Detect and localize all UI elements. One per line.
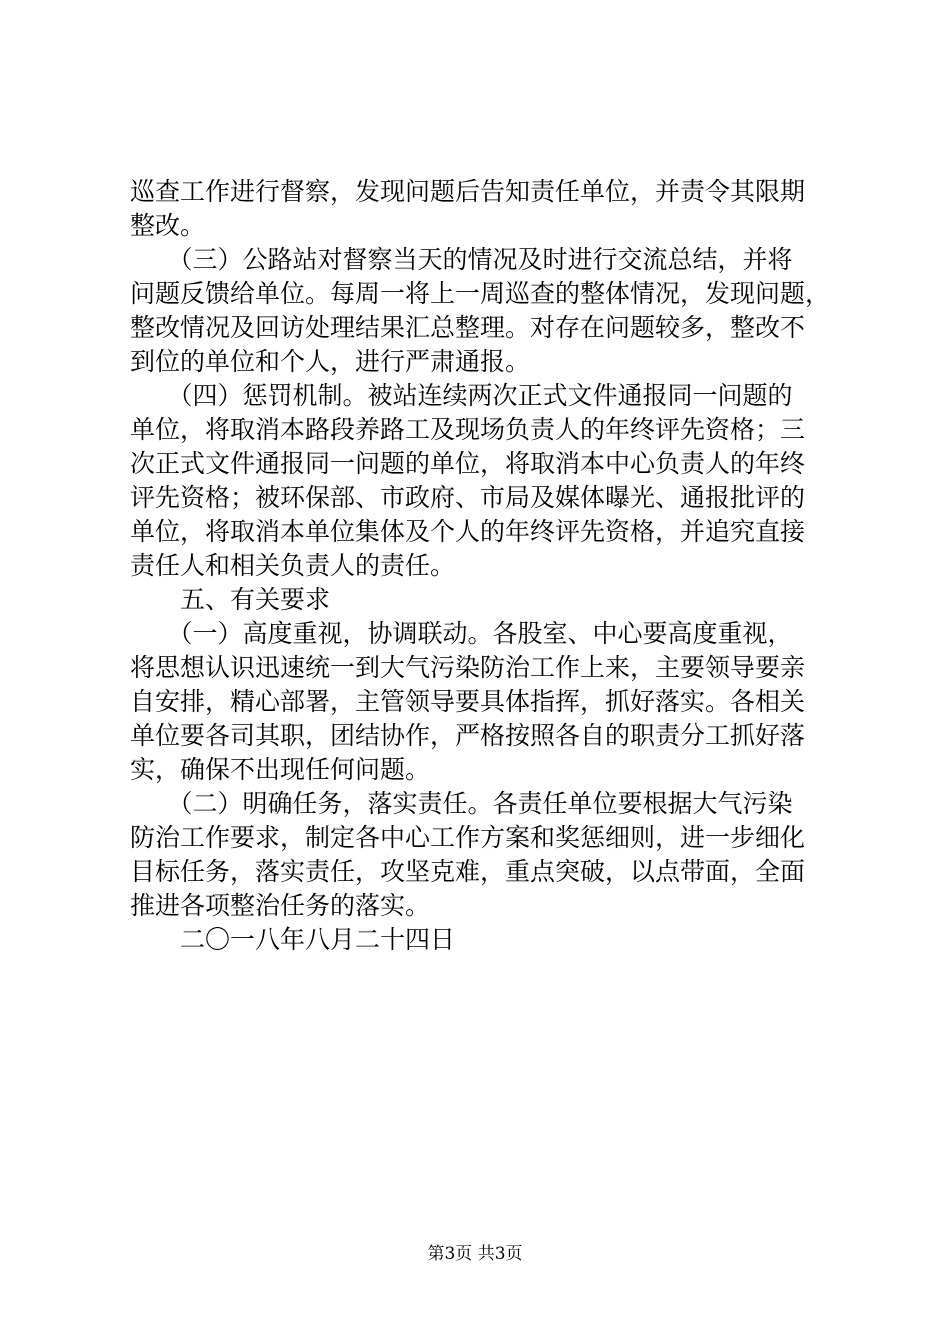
body-line: 评先资格；被环保部、市政府、市局及媒体曝光、通报批评的 — [130, 483, 806, 512]
body-line: 单位，将取消本路段养路工及现场负责人的年终评先资格；三 — [130, 415, 806, 444]
body-line: （三）公路站对督察当天的情况及时进行交流总结，并将 — [130, 245, 793, 274]
body-line: 目标任务，落实责任，攻坚克难，重点突破，以点带面，全面 — [130, 857, 806, 886]
body-line: 单位，将取消本单位集体及个人的年终评先资格，并追究直接 — [130, 517, 806, 546]
body-line: 责任人和相关负责人的责任。 — [130, 551, 456, 580]
body-line: 防治工作要求，制定各中心工作方案和奖惩细则，进一步细化 — [130, 823, 806, 852]
body-line: 问题反馈给单位。每周一将上一周巡查的整体情况，发现问题， — [130, 279, 831, 308]
body-line: 整改情况及回访处理结果汇总整理。对存在问题较多，整改不 — [130, 313, 806, 342]
page-footer: 第3页 共3页 — [427, 1244, 523, 1264]
body-line: 整改。 — [130, 211, 206, 240]
body-line: （四）惩罚机制。被站连续两次正式文件通报同一问题的 — [130, 381, 793, 410]
body-line: （二）明确任务，落实责任。各责任单位要根据大气污染 — [130, 789, 793, 818]
section-heading: 五、有关要求 — [130, 585, 331, 614]
body-line: （一）高度重视，协调联动。各股室、中心要高度重视， — [130, 619, 793, 648]
body-line: 次正式文件通报同一问题的单位，将取消本中心负责人的年终 — [130, 449, 806, 478]
body-line: 实，确保不出现任何问题。 — [130, 755, 431, 784]
body-line: 自安排，精心部署，主管领导要具体指挥，抓好落实。各相关 — [130, 687, 806, 716]
body-line: 巡查工作进行督察，发现问题后告知责任单位，并责令其限期 — [130, 177, 806, 206]
document-date: 二〇一八年八月二十四日 — [130, 925, 456, 954]
body-line: 到位的单位和个人，进行严肃通报。 — [130, 347, 531, 376]
body-line: 单位要各司其职，团结协作，严格按照各自的职责分工抓好落 — [130, 721, 806, 750]
body-line: 将思想认识迅速统一到大气污染防治工作上来，主要领导要亲 — [130, 653, 806, 682]
body-line: 推进各项整治任务的落实。 — [130, 891, 431, 920]
